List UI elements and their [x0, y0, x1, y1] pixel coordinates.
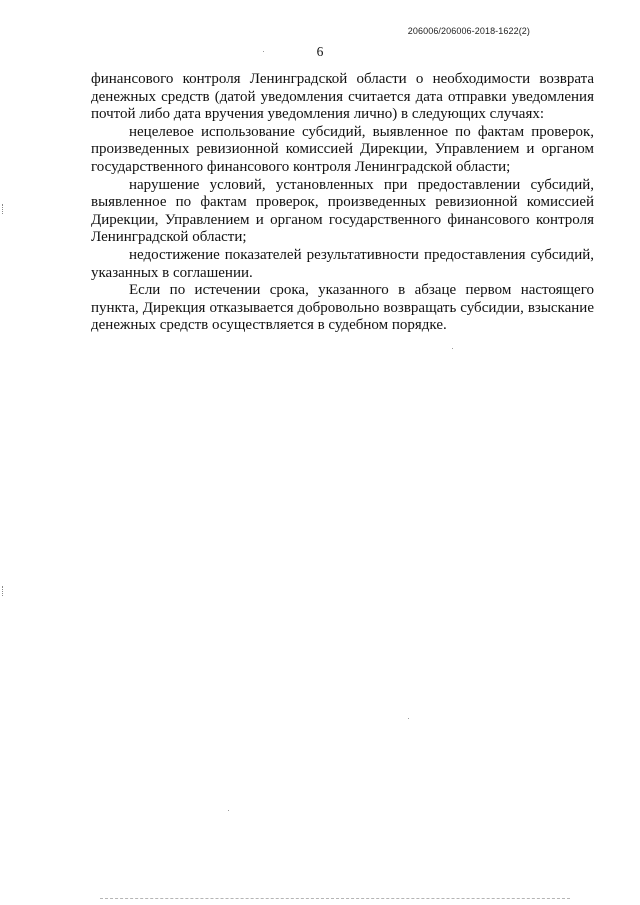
scan-speck: [228, 810, 229, 811]
paragraph-court: Если по истечении срока, указанного в абзаце первом настоящего пункта, Дирекция отказывается добровольно возвращать субсидии, взыскание денежных средств осуществляется в судебном порядке.: [91, 282, 594, 334]
paragraph-continuation: финансового контроля Ленинградской области о необходимости возврата денежных средств (датой уведомления считается дата отправки уведомления почтой либо дата вручения уведомления лично) в следующих случаях:: [91, 71, 594, 123]
scan-speck: [452, 348, 453, 349]
scan-speck: [263, 51, 264, 52]
document-id: 206006/206006-2018-1622(2): [407, 26, 530, 36]
paragraph-violation: нарушение условий, установленных при предоставлении субсидий, выявленное по фактам проверок, произведенных ревизионной комиссией Дирекции, Управлением и органом государственного финансового контроля Ленинградской области;: [91, 176, 594, 246]
paragraph-misuse: нецелевое использование субсидий, выявленное по фактам проверок, произведенных ревизионной комиссией Дирекции, Управлением и органом государственного финансового контроля Ленинградской области;: [91, 123, 594, 175]
document-body: [91, 71, 594, 335]
scan-speck: [408, 718, 409, 719]
page-number: 6: [316, 44, 324, 59]
scan-margin-mark: [2, 204, 5, 214]
scan-margin-mark: [2, 586, 5, 596]
paragraph-targets: недостижение показателей результативности предоставления субсидий, указанных в соглашении.: [91, 246, 594, 281]
scan-bottom-edge: [100, 898, 570, 900]
